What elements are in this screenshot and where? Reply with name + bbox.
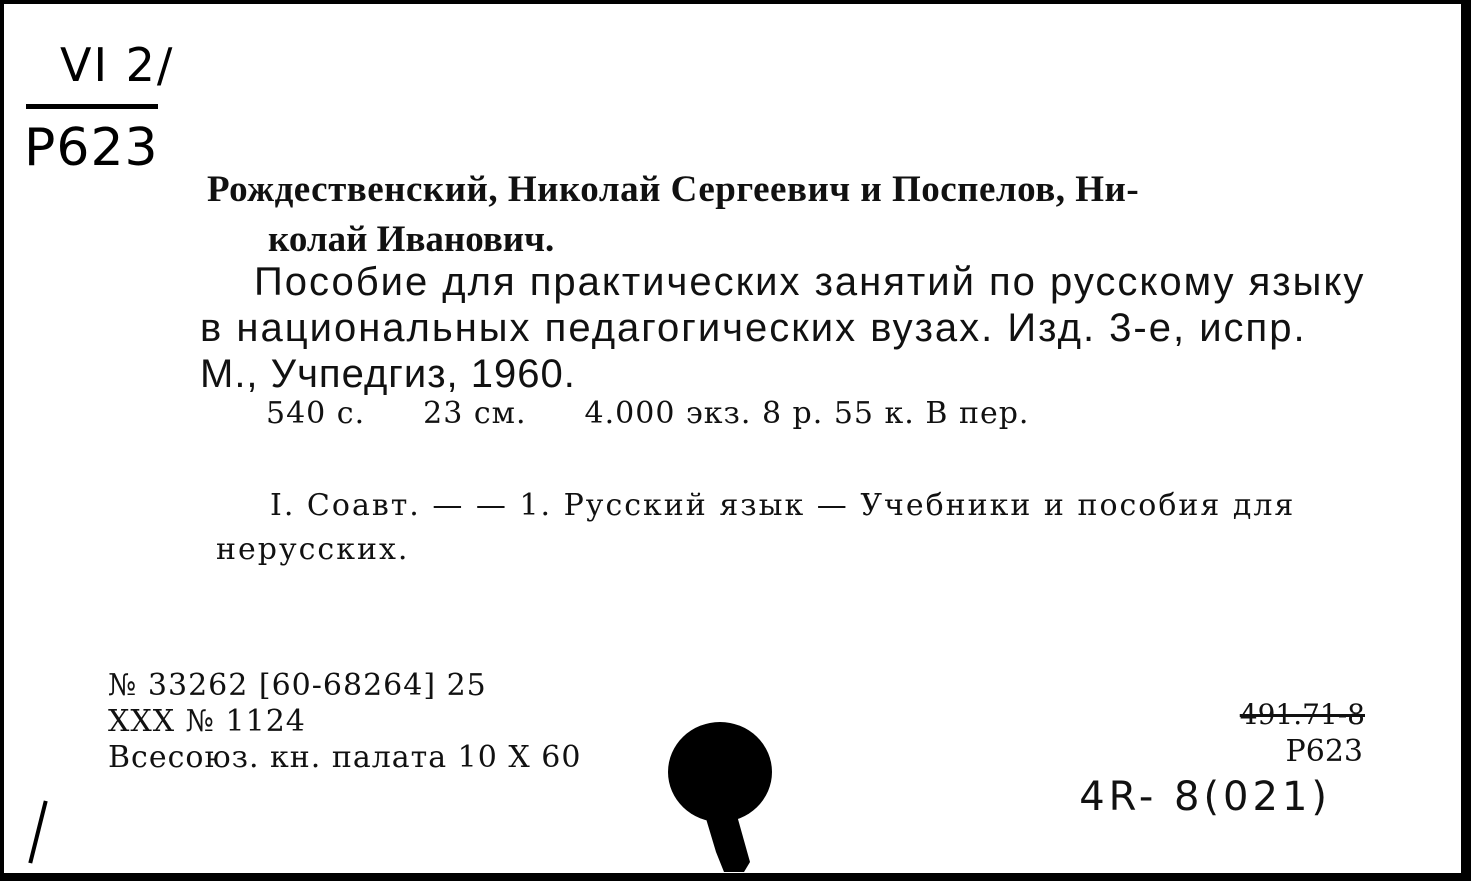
record-series: XXX № 1124 xyxy=(108,704,306,739)
handwritten-slash xyxy=(28,800,47,863)
record-number: № 33262 [60-68264] 25 xyxy=(108,668,487,703)
tracing-line-1: I. Соавт. — — 1. Русский язык — Учебники и пособия для xyxy=(270,488,1296,523)
imprint-line: М., Учпедгиз, 1960. xyxy=(200,352,576,396)
author-line-2: колай Иванович. xyxy=(268,219,555,260)
title-line-2: в национальных педагогических вузах. Изд. 3-е, испр. xyxy=(200,306,1307,350)
call-number-bottom: Р623 xyxy=(24,118,159,178)
classification-new: Р623 xyxy=(1285,734,1363,769)
size: 23 см. xyxy=(423,396,527,431)
shelf-mark-handwritten: 4R- 8(021) xyxy=(1079,774,1331,820)
author-line-1: Рождественский, Николай Сергеевич и Поспелов, Ни- xyxy=(207,169,1140,210)
physical-description xyxy=(266,396,1029,431)
card-punch-hole xyxy=(664,722,776,872)
copies-price: 4.000 экз. 8 р. 55 к. В пер. xyxy=(584,396,1030,431)
catalog-card xyxy=(4,4,1467,873)
call-number-top: VI 2/ xyxy=(60,38,175,92)
classification-old: 491.71-8 xyxy=(1239,698,1365,731)
record-chamber: Всесоюз. кн. палата 10 X 60 xyxy=(108,740,582,775)
call-number-divider xyxy=(26,104,158,109)
tracing-line-2: нерусских. xyxy=(216,532,410,567)
title-line-1: Пособие для практических занятий по русскому языку xyxy=(254,260,1366,304)
pages: 540 с. xyxy=(266,396,366,431)
